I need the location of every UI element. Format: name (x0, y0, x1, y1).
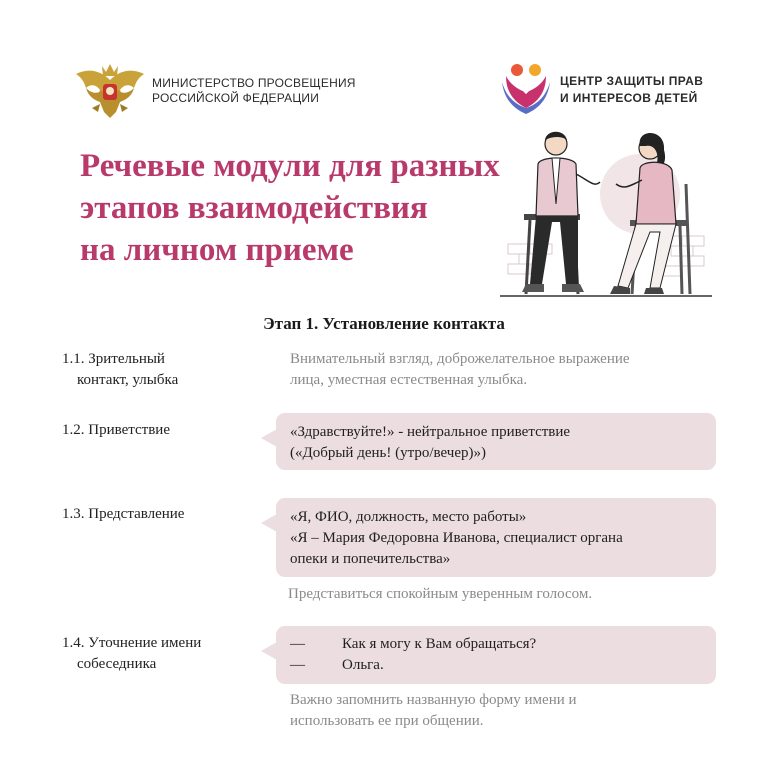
item-note-eye-contact (290, 349, 630, 391)
title-line2: этапов взаимодействия (80, 190, 428, 226)
ministry-name (152, 76, 356, 106)
ministry-name-line1: МИНИСТЕРСТВО ПРОСВЕЩЕНИЯ (152, 76, 356, 90)
ministry-name-line2: РОССИЙСКОЙ ФЕДЕРАЦИИ (152, 91, 320, 105)
center-name-line1: ЦЕНТР ЗАЩИТЫ ПРАВ (560, 74, 704, 88)
title-line1: Речевые модули для разных (80, 148, 500, 184)
bubble-line1: «Я, ФИО, должность, место работы» (290, 509, 527, 525)
dash: — (290, 657, 305, 673)
stage-title: Этап 1. Установление контакта (263, 314, 505, 333)
note-line1: Внимательный взгляд, доброжелательное выражение (290, 351, 630, 367)
dash: — (290, 636, 305, 652)
center-name-line2: И ИНТЕРЕСОВ ДЕТЕЙ (560, 91, 698, 105)
bubble-line2 (290, 655, 702, 676)
bubble-line2: («Добрый день! (утро/вечер)») (290, 445, 486, 461)
item-label-introduction (62, 504, 184, 525)
item-label-line1: 1.1. Зрительный (62, 351, 165, 367)
note-line1: Представиться спокойным уверенным голосом. (288, 586, 593, 602)
speech-bubble-name-clarification (276, 626, 716, 684)
item-label-line1: 1.2. Приветствие (62, 422, 170, 438)
bubble-line2: «Я – Мария Федоровна Иванова, специалист органа (290, 530, 623, 546)
item-label-name-clarification (62, 633, 201, 675)
item-label-line2: собеседника (77, 656, 157, 672)
note-line2: использовать ее при общении. (290, 713, 484, 729)
item-label-greeting (62, 420, 170, 441)
item-label-line2: контакт, улыбка (77, 372, 179, 388)
bubble-line3: опеки и попечительства» (290, 551, 451, 567)
page-title (80, 145, 500, 271)
answer-text: Ольга. (342, 657, 384, 673)
question-text: Как я могу к Вам обращаться? (342, 636, 537, 652)
note-line2: лица, уместная естественная улыбка. (290, 372, 528, 388)
bubble-line1 (290, 634, 702, 655)
item-label-line1: 1.3. Представление (62, 506, 185, 522)
speech-bubble-introduction (276, 498, 716, 577)
speech-bubble-greeting (276, 413, 716, 470)
note-line1: Важно запомнить названную форму имени и (290, 692, 577, 708)
title-line3: на личном приеме (80, 232, 354, 268)
ministry-emblem-icon (74, 60, 146, 122)
conversation-illustration (500, 124, 720, 304)
center-name (560, 73, 703, 107)
center-logo-icon (500, 62, 552, 116)
item-label-line1: 1.4. Уточнение имени (62, 635, 202, 651)
item-note-introduction (288, 584, 592, 605)
item-label-eye-contact (62, 349, 178, 391)
bubble-line1: «Здравствуйте!» - нейтральное приветствие (290, 424, 571, 440)
item-note-name-clarification (290, 690, 577, 732)
